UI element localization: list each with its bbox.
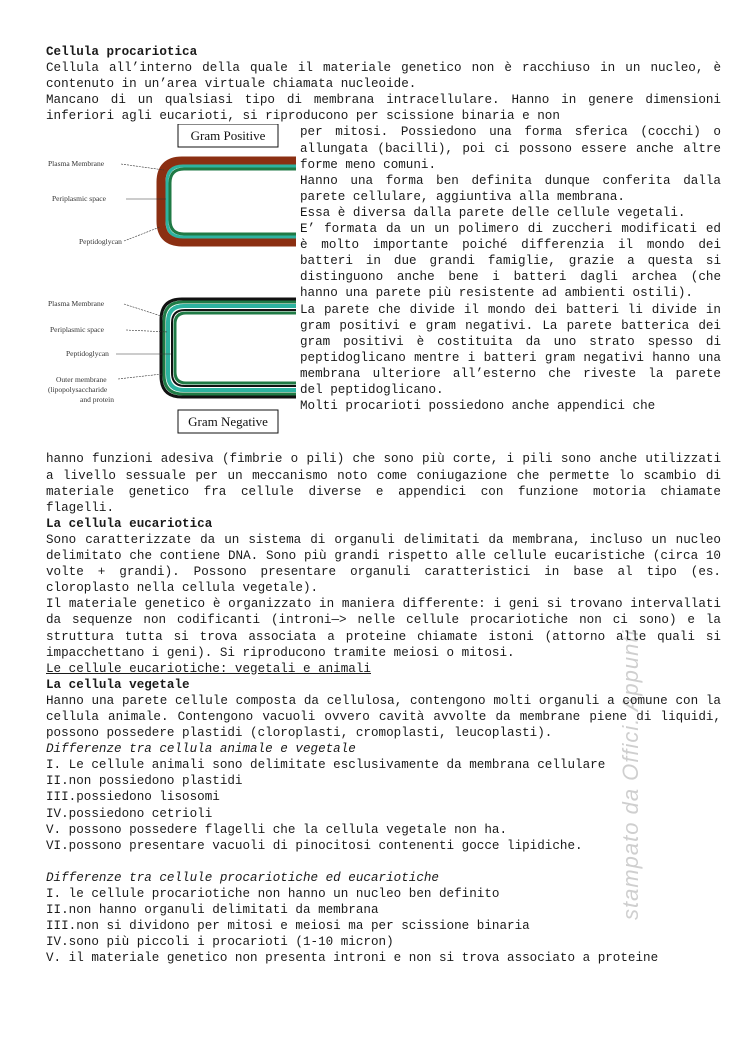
plasma-membrane-positive	[170, 169, 296, 234]
list-item: II.non possiedono plastidi	[46, 774, 243, 789]
paragraph: Sono caratterizzate da un sistema di organuli delimitati da membrana, incluso un nucleo delimitato che contiene DNA. Sono più grandi rispetto alle cellule eucaristiche (circa 10 volte + grandi). Possono presentare organuli caratteristici in base al tipo (es. cloroplasto nella cellula vegetale).	[46, 532, 721, 596]
paragraph: Essa è diversa dalla parete delle cellule vegetali.	[300, 205, 686, 220]
gram-negative-title: Gram Negative	[188, 414, 268, 430]
gram-wall-figure	[46, 124, 300, 451]
gram-positive-title: Gram Positive	[190, 128, 266, 144]
pointer-line	[124, 227, 160, 241]
heading-procariotica: Cellula procariotica	[46, 45, 198, 59]
label-periplasmic-space: Periplasmic space	[52, 194, 106, 204]
pointer-line	[121, 164, 164, 170]
list-item: V. possono possedere flagelli che la cellula vegetale non ha.	[46, 822, 508, 837]
paragraph: Hanno una forma ben definita dunque conferita dalla parete cellulare, aggiuntiva alla membrana.	[300, 173, 721, 204]
list-item: V. il materiale genetico non presenta introni e non si trova associato a proteine	[46, 951, 659, 966]
pointer-line	[118, 374, 162, 379]
paragraph: hanno funzioni adesiva (fimbrie o pili) che sono più corte, i pili sono anche utilizzati a livello sessuale per un meccanismo noto come coniugazione che permette lo scambio di materiale genetico fra cellule diverse e appendici con funzione motoria chiamate flagelli.	[46, 452, 721, 515]
list-item: II.non hanno organuli delimitati da membrana	[46, 903, 379, 918]
label-and-protein: and protein	[80, 395, 114, 405]
gram-diagram	[46, 124, 300, 451]
heading-differenze-procariotiche-eucariotiche: Differenze tra cellule procariotiche ed eucariotiche	[46, 870, 439, 885]
heading-eucariotica: La cellula eucariotica	[46, 516, 213, 531]
paragraph: Cellula all’interno della quale il materiale genetico non è racchiuso in un nucleo, è contenuto in un’area virtuale chiamata nucleoide.	[46, 61, 721, 92]
wrapped-text-column	[300, 124, 721, 414]
paragraph: Hanno una parete cellule composta da cellulosa, contengono molti organuli a comune con la cellula animale. Contengono vacuoli ovvero cavità avvolte da membrane piene di liquidi, possono possedere plastidi (cloroplasti, cromoplasti, leucoplasti).	[46, 693, 721, 741]
list-item: IV.sono più piccoli i procarioti (1-10 micron)	[46, 935, 394, 950]
paragraph: per mitosi. Possiedono una forma sferica (cocchi) o allungata (bacilli), poi ci possono essere anche altre forme meno comuni.	[300, 125, 721, 172]
outer-green-negative	[164, 302, 296, 394]
plasma-membrane-negative	[175, 313, 296, 383]
list-item: III.possiedono lisosomi	[46, 790, 220, 805]
label-plasma-membrane: Plasma Membrane	[48, 299, 105, 309]
paragraph: Il materiale genetico è organizzato in maniera differente: i geni si trovano intervallati da sequenze non codificanti (introni—> nelle cellule procariotiche non ci sono) e la struttura tutta si trova associata a proteine chiamate istoni (attorno alle quali si impacchettano i geni). Si riproducono tramite meiosi o mitosi.	[46, 597, 721, 660]
list-item: III.non si dividono per mitosi e meiosi ma per scissione binaria	[46, 919, 530, 934]
label-plasma-membrane: Plasma Membrane	[48, 159, 105, 169]
document-page	[46, 44, 721, 966]
spacer	[46, 854, 721, 870]
list-item: IV.possiedono cetrioli	[46, 806, 213, 821]
label-peptidoglycan: Peptidoglycan	[66, 349, 109, 359]
label-outer-membrane: Outer membrane	[56, 375, 107, 385]
label-peptidoglycan: Peptidoglycan	[79, 237, 122, 247]
paragraph: Molti procarioti possiedono anche appendici che	[300, 399, 656, 414]
heading-vegetali-animali: Le cellule eucariotiche: vegetali e animali	[46, 661, 371, 676]
paragraph: Mancano di un qualsiasi tipo di membrana intracellulare. Hanno in genere dimensioni inferiori agli eucarioti, si riproducono per scissione binaria e non	[46, 93, 721, 124]
peptidoglycan-layer-positive	[161, 161, 296, 242]
watermark: stampato da Offici. Appunti	[618, 629, 643, 920]
heading-vegetale: La cellula vegetale	[46, 677, 190, 692]
periplasmic-layer-positive	[167, 166, 296, 237]
heading-differenze-animale-vegetale: Differenze tra cellula animale e vegetale	[46, 742, 356, 757]
paragraph: E’ formata da un un polimero di zuccheri modificati ed è molto importante poiché differenzia il mondo dei batteri in due grandi famiglie, grazie a questa si distinguono anche bene i batteri dagli archea (che hanno una parete più resistente ad ambienti ostili).	[300, 222, 721, 301]
label-periplasmic-space: Periplasmic space	[50, 325, 104, 335]
list-item: VI.possono presentare vacuoli di pinocitosi contenenti gocce lipidiche.	[46, 838, 583, 853]
peptidoglycan-layer-negative	[172, 310, 296, 386]
pointer-line	[124, 304, 164, 317]
periplasmic-layer-negative	[168, 306, 296, 390]
list-item: I. le cellule procariotiche non hanno un nucleo ben definito	[46, 887, 500, 901]
label-lipopolysaccharide: (lipopolysaccharide	[48, 385, 108, 395]
paragraph: La parete che divide il mondo dei batteri li divide in gram positivi e gram negativi. La parete batterica dei gram positivi è costituita da uno strato spesso di peptidoglicano mentre i batteri gram negativi hanno una membrana ulteriore all’esterno che riveste la parete del peptidoglicano.	[300, 302, 721, 397]
list-item: I. Le cellule animali sono delimitate esclusivamente da membrana cellulare	[46, 758, 606, 773]
